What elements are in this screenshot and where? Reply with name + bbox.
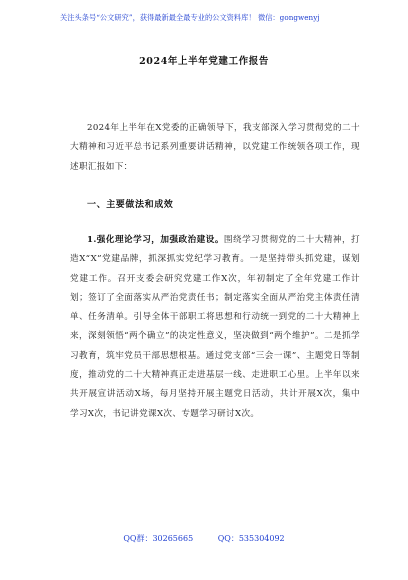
- document-title: 2024年上半年党建工作报告: [139, 56, 269, 67]
- section-heading: 一、主要做法和成效: [87, 200, 174, 210]
- body-paragraph: [70, 231, 360, 424]
- qq-group-number: QQ群：30265665: [123, 534, 194, 543]
- intro-paragraph: 2024年上半年在X党委的正确领导下，我支部深入学习贯彻党的二十大精神和习近平总书记系列重要讲话精神，以党建工作统领各项工作，现述职汇报如下：: [70, 123, 360, 172]
- paragraph-lead: 1.强化理论学习，加强政治建设。: [87, 235, 224, 245]
- paragraph-body: 围绕学习贯彻党的二十大精神，打造X“X”党建品牌，抓深抓实党纪学习教育。一是坚持带头抓党建，谋划党建工作。召开支委会研究党建工作X次，年初制定了全年党建工作计划；签订了全面落实从严治党责任书；制定落实全面从严治党主体责任清单、任务清单。引导全体干部职工将思想和行动统一到党的二十大精神上来，深刻领悟“两个确立”的决定性意义，坚决做到“两个维护”。二是抓学习教育，筑牢党员干部思想根基。通过党支部“三会一课”、主题党日等制度，推动党的二十大精神真正走进基层一线、走进职工心里。上半年以来共开展宣讲活动X场，每月坚持开展主题党日活动，共计开展X次，集中学习X次，书记讲党课X次、专题学习研讨X次。: [70, 235, 360, 419]
- qq-number: QQ：535304092: [217, 534, 285, 543]
- header-banner: 关注头条号“公文研究”，获得最新最全最专业的公文资料库！ 微信：gongwenyj: [60, 13, 320, 22]
- footer: [0, 533, 408, 544]
